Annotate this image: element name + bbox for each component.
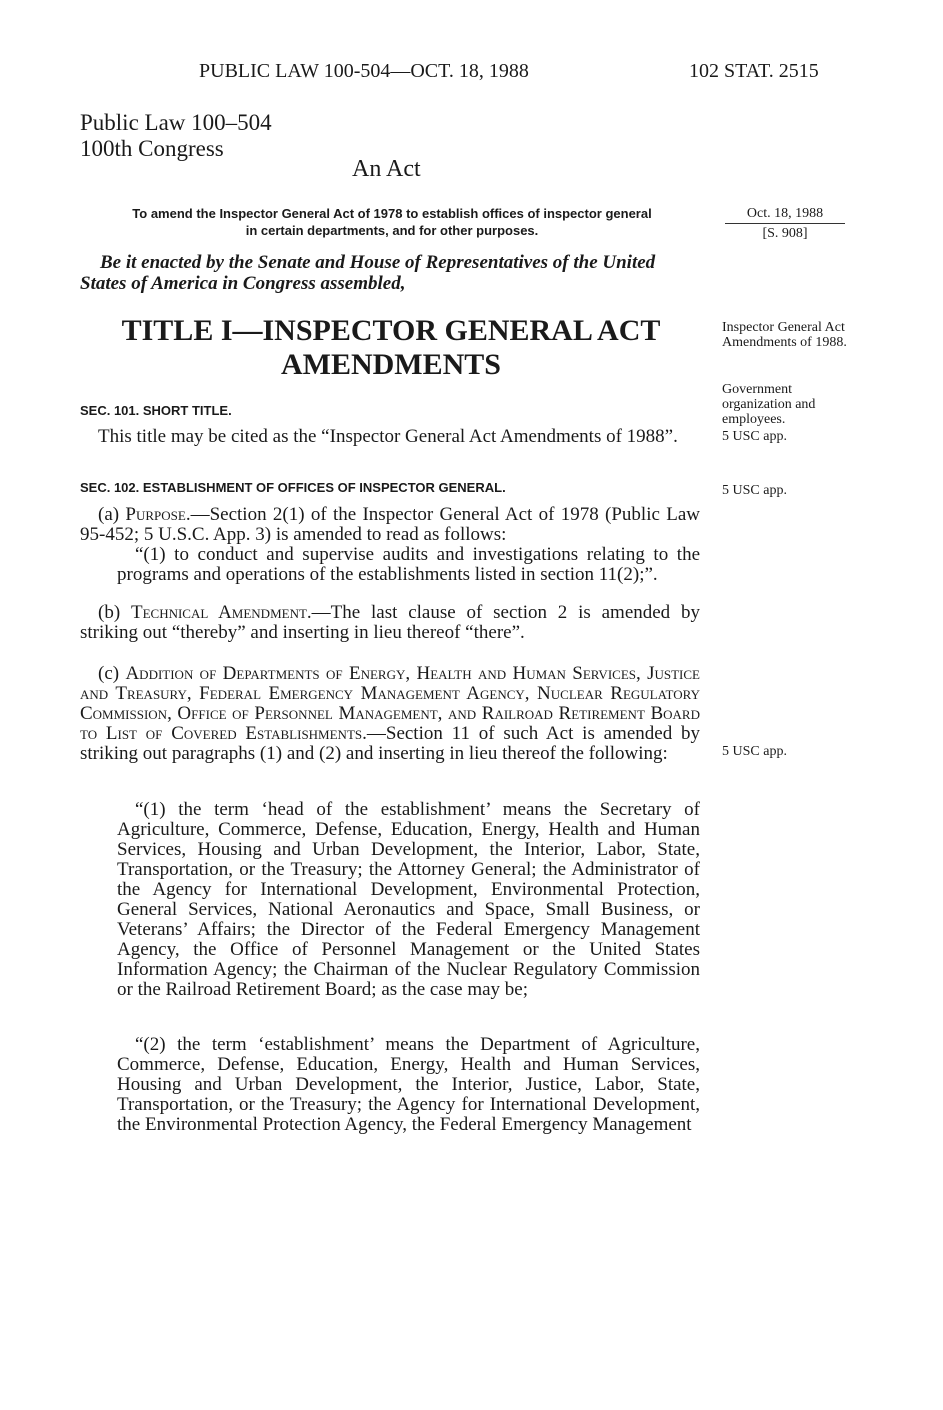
subsection-c-text: .—Section 11 of such Act is amended by striking out paragraphs (1) and (2) and inserting in lieu thereof the following:: [80, 723, 700, 764]
bill-number: [S. 908]: [762, 226, 808, 241]
margin-note-subject: Government organization and employees.: [722, 382, 816, 427]
title-heading: TITLE I—INSPECTOR GENERAL ACT AMENDMENTS: [121, 314, 661, 381]
act-title: An Act: [352, 156, 421, 182]
subsection-b-text: .—The last clause of section 2 is amended by striking out “thereby” and inserting in lieu thereof “there”.: [80, 602, 700, 643]
margin-note-short-title: Inspector General Act Amendments of 1988.: [722, 320, 847, 350]
subsection-a: [80, 505, 700, 545]
act-purpose-line-2: in certain departments, and for other purposes.: [245, 223, 539, 238]
section-101-text: This title may be cited as the “Inspector General Act Amendments of 1988”.: [98, 426, 678, 447]
margin-note-usc-1: 5 USC app.: [722, 429, 787, 444]
act-purpose: [82, 205, 702, 239]
margin-note-usc-3: 5 USC app.: [722, 744, 787, 759]
subsection-a-text: .—Section 2(1) of the Inspector General Act of 1978 (Public Law 95-452; 5 U.S.C. App. 3) is amended to read as follows:: [80, 504, 700, 545]
enacting-clause: Be it enacted by the Senate and House of Representatives of the United States of America in Congress assembled,: [80, 252, 656, 294]
definition-head-of-establishment: “(1) the term ‘head of the establishment’ means the Secretary of Agriculture, Commerce, Defense, Education, Energy, Health and Human Services, Housing and Urban Development, the Interior, Labor, State, Transportation, or the Treasury; the Attorney General; the Administrator of the Agency for International Development, Environmental Protection, General Services, National Aeronautics and Space, Small Business, or Veterans’ Affairs; the Director of the Federal Emergency Management Agency, the Office of Personnel Management or the United States Information Agency; the Chairman of the Nuclear Regulatory Commission or the Railroad Retirement Board; as the case may be;: [117, 799, 700, 1000]
subsection-a-caption: Purpose: [125, 504, 186, 525]
subsection-a-label: (a): [98, 504, 126, 525]
section-101-heading: SEC. 101. SHORT TITLE.: [80, 403, 232, 418]
margin-note-usc-2: 5 USC app.: [722, 483, 787, 498]
section-102-heading: SEC. 102. ESTABLISHMENT OF OFFICES OF INSPECTOR GENERAL.: [80, 480, 506, 495]
running-header-left: PUBLIC LAW 100-504—OCT. 18, 1988: [199, 60, 529, 82]
definition-establishment: “(2) the term ‘establishment’ means the Department of Agriculture, Commerce, Defense, Education, Energy, Health and Human Services, Housing and Urban Development, the Interior, Justice, Labor, State, Transportation, or the Treasury; the Agency for International Development, the Environmental Protection Agency, the Federal Emergency Management: [117, 1034, 700, 1135]
subsection-a-quote: “(1) to conduct and supervise audits and investigations relating to the programs and operations of the establishments listed in section 11(2);”.: [117, 544, 700, 585]
subsection-b-caption: Technical Amendment: [130, 602, 307, 623]
public-law-number: Public Law 100–504: [80, 110, 272, 135]
subsection-b: [80, 603, 700, 643]
enactment-date: Oct. 18, 1988: [725, 204, 845, 224]
margin-date-block: [725, 204, 845, 243]
act-purpose-line-1: To amend the Inspector General Act of 1978 to establish offices of inspector general: [132, 206, 652, 221]
subsection-c-caption: Addition of Departments of Energy, Health and Human Services, Justice and Treasury, Federal Emergency Management Agency, Nuclear Regulatory Commission, Office of Personnel Management, and Railroad Retirement Board to List of Covered Establishments: [80, 663, 700, 744]
subsection-c-label: (c): [98, 663, 126, 684]
subsection-c: [80, 664, 700, 764]
congress-number: 100th Congress: [80, 136, 224, 161]
subsection-b-label: (b): [98, 602, 131, 623]
page-stat-number: 102 STAT. 2515: [689, 60, 819, 82]
